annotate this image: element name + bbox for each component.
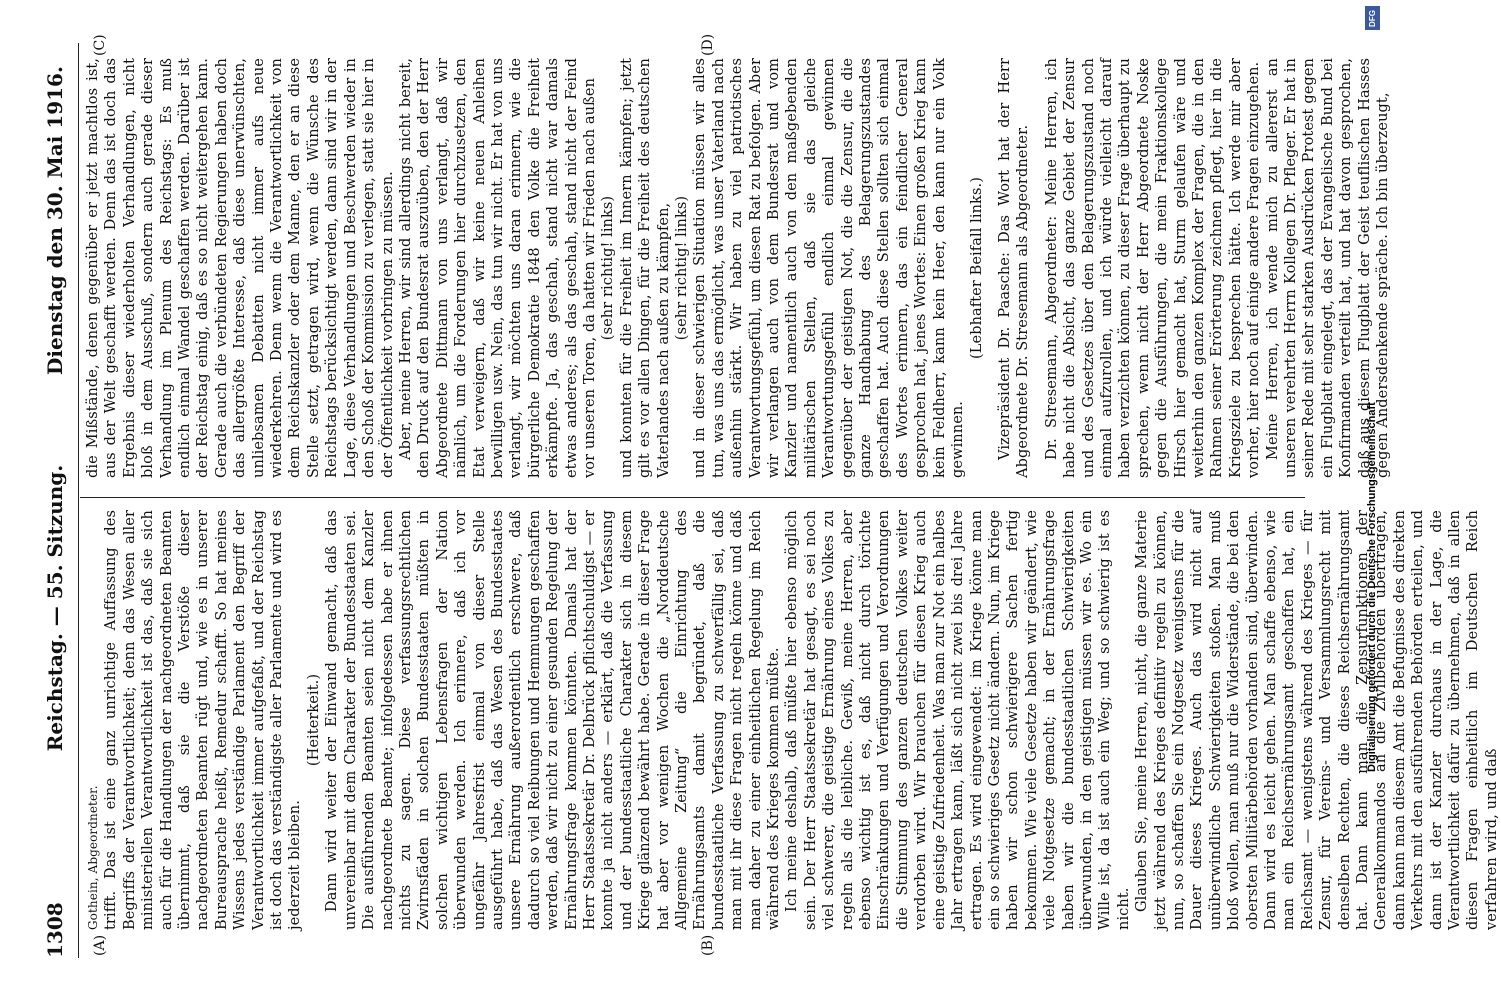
speaker-line: Gothein, Abgeordneter. xyxy=(86,785,100,930)
paragraph: und konnten für die Freiheit im Innern kämpfen; jetzt gilt es vor allen Dingen, für die Freiheit des deutschen Vaterlandes nach außen zu kämpfen, xyxy=(618,58,672,478)
right-column xyxy=(84,58,1392,478)
vice-president-line: Vizepräsident Dr. Paasche: Das Wort hat der Herr Abgeordnete Dr. Stresemann als Abgeordneter. xyxy=(996,58,1032,478)
interjection: (Lebhafter Beifall links.) xyxy=(968,177,985,359)
header-rule xyxy=(78,43,79,958)
credit-strip xyxy=(1362,0,1382,1000)
paragraph: Dr. Stresemann, Abgeordneter: Meine Herren, ich habe nicht die Absicht, das ganze Gebiet der Zensur und des Gesetzes über den Belagerungszustand noch einmal aufzurollen, und ich würde vielleicht darauf haben verzichten können, zu dieser Frage überhaupt zu sprechen, wenn nicht der Herr Abgeordnete Noske gegen die Ausführungen, die mein Fraktionskollege Hirsch hier gemacht hat, Sturm gelaufen wäre und weiterhin den ganzen Komplex der Fragen, die in den Rahmen seiner Erörterung zeichnen pflegt, hier in die Kriegsziele zu besprechen hätte. Ich werde mir aber vorher, hier noch auf einige andere Fragen einzugehen. xyxy=(1043,58,1263,478)
left-column xyxy=(84,510,1501,930)
session-date: Dienstag den 30. Mai 1916. xyxy=(43,66,67,375)
column-divider xyxy=(80,497,1305,498)
margin-letter-c: (C) xyxy=(92,34,108,56)
paragraph: trifft. Das ist eine ganz unrichtige Auffassung des Begriffs der Verantwortlichkeit; denn das Wesen aller ministeriellen Verantwortlichkeit ist das, daß sie sich auch für die Handlungen der nachgeordneten Beamten übernimmt, daß sie die Verstöße dieser nachgeordneten Beamten rügt und, wie es in unserer Bureausprache heißt, Remedur schafft. So hat meines Wissens jedes verständige Parlament den Begriff der Verantwortlichkeit immer aufgefaßt, und der Reichstag ist doch das verständigste aller Parlamente und wird es jederzeit bleiben. xyxy=(103,510,304,930)
session-title: Reichstag. — 55. Sitzung. xyxy=(43,464,67,752)
paragraph: Ich meine deshalb, daß müßte hier ebenso möglich sein. Der Herr Staatssekretär hat gesagt, es sei noch viel schwerer, die geistige Ernährung eines Volkes zu regeln als die leibliche. Gewiß, meine Herren, aber ebenso wichtig ist es, daß nicht durch törichte Einschränkungen und Verfügungen und Verordnungen die Stimmung des ganzen deutschen Volkes weiter verdorben wird. Wir brauchen für diesen Krieg auch eine geistige Zufriedenheit. Was man zur Not ein halbes Jahr ertragen kann, läßt sich nicht zwei bis drei Jahre ertragen. Es wird eingewendet: im Kriege könne man ein so schwieriges Gesetz nicht ändern. Nun, im Kriege haben wir schon schwierigere Sachen fertig bekommen. Wie viele Gesetze haben wir geändert, wie viele Notgesetze gemacht; in der Ernährungsfrage haben wir die bundesstaatlichen Schwierigkeiten überwunden, in den geistigen müssen wir es. Wo ein Wille ist, da ist auch ein Weg; und so schwierig ist es nicht. xyxy=(784,509,1132,930)
page-number: 1308 xyxy=(43,902,67,958)
page-header xyxy=(40,43,70,958)
dfg-logo-text: DFG xyxy=(1368,9,1378,27)
margin-letter-a: (A) xyxy=(92,934,108,956)
paragraph: Aber, meine Herren, wir sind allerdings nicht bereit, den Druck auf den Bundesrat auszuüben, den der Herr Abgeordnete Dittmann von uns verlangt, daß wir nämlich, um die Forderungen hier durchzusetzen, den Etat verweigern, daß wir keine neuen Anleihen bewilligen usw. Nein, das tun wir nicht. Er hat von uns verlangt, wir möchten uns daran erinnern, wie die bürgerliche Demokratie 1848 den Volke die Freiheit erkämpfte. Ja, das geschah, stand nicht war damals etwas anderes; als das geschah, stand nicht der Feind vor unseren Toren, da hatten wir Frieden nach außen xyxy=(397,58,598,478)
paragraph: Dann wird weiter der Einwand gemacht, daß das unvereinbar mit dem Charakter der Bundesstaaten sei. Die ausführenden Beamten seien nicht dem Kanzler nachgeordnete Beamte; infolgedessen habe er ihnen nichts zu sagen. Diese verfassungsrechtlichen Zwirnsfäden in solchen Bundesstaaten müßten in solchen wichtigen Lebensfragen der Nation überwunden werden. Ich erinnere, daß ich vor ungefähr Jahresfrist einmal von dieser Stelle ausgeführt habe, daß das Wesen des Bundesstaates unsere Ernährung außerordentlich erschwere, daß dadurch so viel Reibungen und Hemmungen geschaffen werden, daß wir nicht zu einer gesunden Regelung der Ernährungsfrage kommen könnten. Damals hat der Herr Staatssekretär Dr. Delbrück pflichtschuldigst — er konnte ja nicht anders — erklärt, daß die Verfassung und der bundesstaatliche Charakter sich in diesem Kriege glänzend bewährt habe. Gerade in dieser Frage hat aber vor wenigen Wochen die „Norddeutsche Allgemeine Zeitung“ die Einrichtung des Ernährungsamts damit begründet, daß die bundesstaatliche Verfassung zu schwerfällig sei, daß man mit ihr diese Fragen nicht regeln könne und daß man daher zu einer einheitlichen Regelung im Reich während des Krieges kommen müßte. xyxy=(324,510,783,930)
margin-letter-d: (D) xyxy=(700,33,716,56)
interjection: (Heiterkeit.) xyxy=(305,673,322,767)
paragraph: die Mißstände, denen gegenüber er jetzt machtlos ist, aus der Welt geschafft werden. Denn das ist doch das Ergebnis dieser wiederholten Verhandlungen, nicht bloß in dem Ausschuß, sondern auch gerade dieser Verhandlung im Plenum des Reichstags: Es muß endlich einmal Wandel geschaffen werden. Darüber ist der Reichstag einig, daß es so nicht weitergehen kann. Gerade auch die verbündeten Regierungen haben doch das allergrößte Interesse, daß diese unerwünschten, unliebsamen Debatten nicht immer aufs neue wiederkehren. Denn wenn die Verantwortlichkeit von dem Reichskanzler oder dem Manne, den er an diese Stelle setzt, getragen wird, wenn die Wünsche des Reichstags berücksichtigt werden, dann sind wir in der Lage, diese Verhandlungen und Beschwerden wieder in den Schoß der Kommission zu verlegen, statt sie hier in der Öffentlichkeit vorbringen zu müssen. xyxy=(85,58,396,478)
paragraph: Meine Herren, ich wende mich zu allererst an unseren verehrten Herrn Kollegen Dr. Pfleger. Er hat in seiner Rede mit sehr starken Ausdrücken Protest gegen ein Flugblatt eingelegt, das der Evangelische Bund bei Konfirmanden verteilt hat, und hat davon gesprochen, daß aus diesem Flugblatt der Geist teuflischen Hasses gegen Andersdenkende spräche. Ich bin überzeugt, xyxy=(1264,58,1392,478)
interjection: (sehr richtig! links) xyxy=(674,195,690,341)
paragraph: Glauben Sie, meine Herren, nicht, die ganze Materie jetzt während des Krieges definitiv regeln zu können, nun, so schaffen Sie ein Notgesetz wenigstens für die Dauer dieses Krieges. Auch das wird nicht auf unüberwindliche Schwierigkeiten stoßen. Man muß bloß wollen, man muß nur die Widerstände, die bei den obersten Militärbehörden vorhanden sind, überwinden. Dann wird es leicht gehen. Man schaffe ebenso, wie man ein Reichsernährungsamt geschaffen hat, ein Reichsamt — wenigstens während des Krieges — für Zensur, für Vereins- und Versammlungsrecht mit denselben Rechten, die dieses Reichsernährungsamt hat. Dann kann man die Zensurfunktionen der Generalkommandos an die Zivilbehörden übertragen, dann kann man diesem Amt die Befugnisse des direkten Verkehrs mit den ausführenden Behörden erteilen, und dann ist der Kanzler durchaus in der Lage, die Verantwortlichkeit dafür zu übernehmen, daß in allen diesen Fragen einheitlich im Deutschen Reich verfahren wird, und daß xyxy=(1134,510,1500,930)
interjection: (sehr richtig! links) xyxy=(600,195,617,341)
margin-letter-b: (B) xyxy=(700,934,716,956)
credit-text: Digitalisierung gefördert durch die Deutsche Forschungsgemeinschaft xyxy=(1366,402,1378,772)
paragraph: und in dieser schwierigen Situation müssen wir alles tun, was uns das ermöglicht, was unser Vaterland nach außenhin stärkt. Wir haben zu viel patriotisches Verantwortungsgefühl, um diesen Rat zu befolgen. Aber wir verlangen auch von dem Bundesrat und vom Kanzler und namentlich auch von den maßgebenden militärischen Stellen, daß sie das gleiche Verantwortungsgefühl endlich einmal gewinnen gegenüber der geistigen Not, die die Zensur, die die ganze Handhabung des Belagerungszustandes geschaffen hat. Auch diese Stellen sollten sich einmal des Wortes erinnern, das ein feindlicher General gesprochen hat, jenes Wortes: Einen großen Krieg kann kein Feldherr, kann kein Heer, den kann nur ein Volk gewinnen. xyxy=(692,58,967,478)
